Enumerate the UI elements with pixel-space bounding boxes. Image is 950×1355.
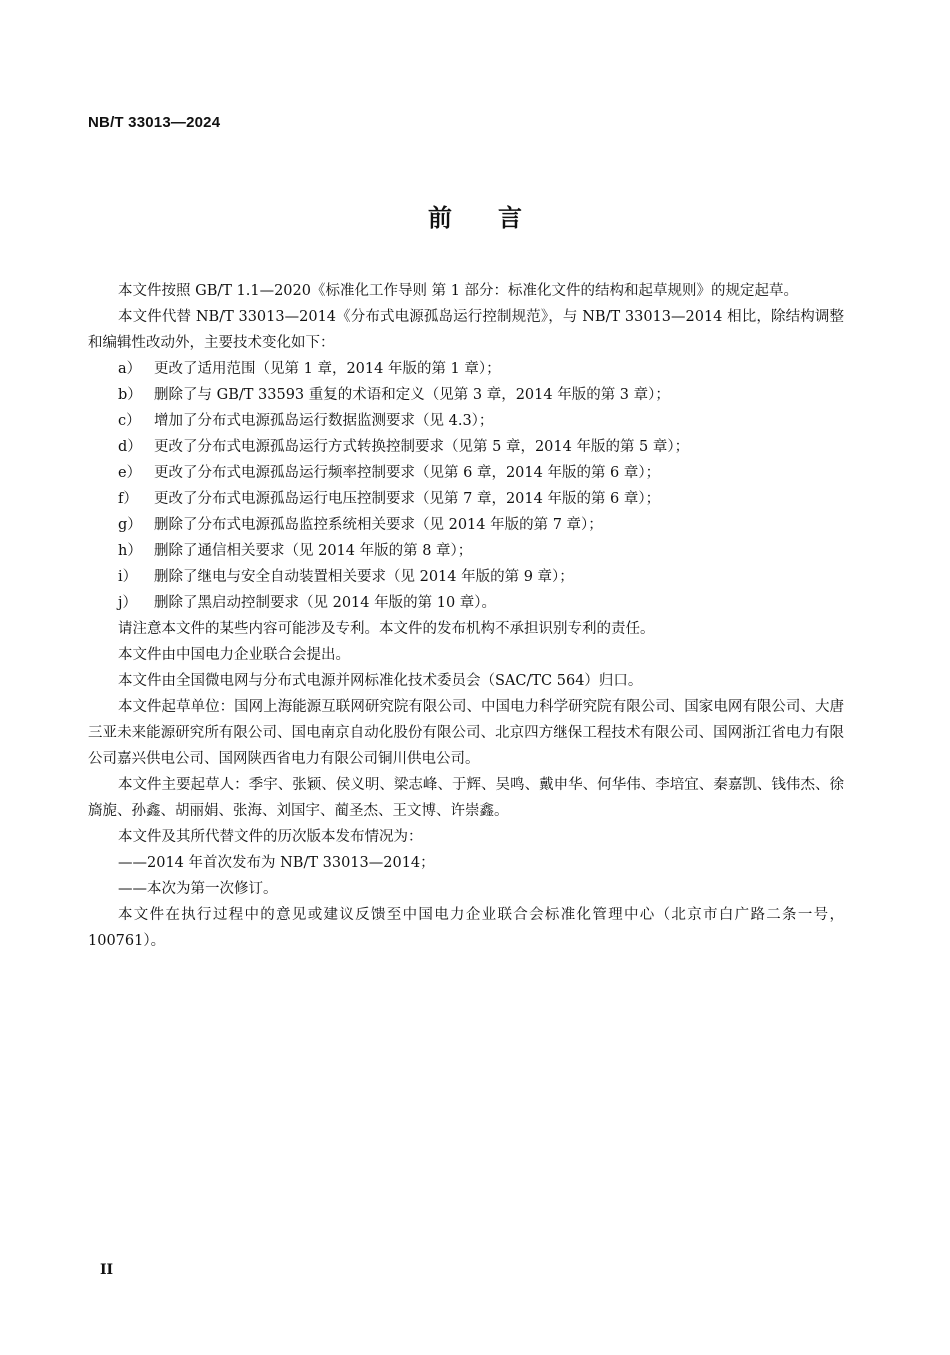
title-char-1: 前	[428, 204, 452, 232]
paragraph-replacement: 本文件代替 NB/T 33013—2014《分布式电源孤岛运行控制规范》，与 NB/T 33013—2014 相比，除结构调整和编辑性改动外，主要技术变化如下：	[88, 309, 844, 351]
list-item-label: j）	[118, 595, 137, 611]
list-item-text: 更改了分布式电源孤岛运行方式转换控制要求（见第 5 章，2014 年版的第 5 章）；	[154, 439, 690, 455]
list-item-text: 更改了分布式电源孤岛运行电压控制要求（见第 7 章，2014 年版的第 6 章）；	[154, 491, 661, 507]
list-item	[88, 408, 844, 434]
list-item-text: 增加了分布式电源孤岛运行数据监测要求（见 4.3）；	[154, 413, 494, 429]
list-item	[88, 460, 844, 486]
list-item-label: e）	[118, 465, 142, 481]
title-char-2: 言	[498, 204, 522, 232]
standard-code: NB/T 33013—2024	[88, 114, 221, 131]
paragraph-basis: 本文件按照 GB/T 1.1—2020《标准化工作导则 第 1 部分：标准化文件的结构和起草规则》的规定起草。	[118, 283, 799, 299]
list-item	[88, 512, 844, 538]
history-item: ——本次为第一次修订。	[118, 881, 278, 897]
list-item-label: d）	[118, 439, 142, 455]
list-item-text: 删除了与 GB/T 33593 重复的术语和定义（见第 3 章，2014 年版的第 3 章）；	[154, 387, 670, 403]
list-item	[88, 486, 844, 512]
paragraph-drafters: 本文件主要起草人：季宇、张颖、侯义明、梁志峰、于辉、吴鸣、戴申华、何华伟、李培宜、秦嘉凯、钱伟杰、徐旖旎、孙鑫、胡丽娟、张海、刘国宇、蔺圣杰、王文博、许崇鑫。	[88, 777, 844, 819]
paragraph-history-intro: 本文件及其所代替文件的历次版本发布情况为：	[118, 829, 423, 845]
list-item-label: f）	[118, 491, 138, 507]
list-item-text: 更改了分布式电源孤岛运行频率控制要求（见第 6 章，2014 年版的第 6 章）；	[154, 465, 661, 481]
paragraph-proposed: 本文件由中国电力企业联合会提出。	[118, 647, 350, 663]
list-item-label: c）	[118, 413, 141, 429]
list-item-label: b）	[118, 387, 142, 403]
paragraph-managed: 本文件由全国微电网与分布式电源并网标准化技术委员会（SAC/TC 564）归口。	[118, 673, 643, 689]
list-item	[88, 356, 844, 382]
list-item-text: 删除了继电与安全自动装置相关要求（见 2014 年版的第 9 章）；	[154, 569, 574, 585]
page-number: II	[100, 1262, 114, 1278]
list-item-label: a）	[118, 361, 142, 377]
list-item-text: 删除了通信相关要求（见 2014 年版的第 8 章）；	[154, 543, 473, 559]
changes-list	[88, 356, 844, 616]
list-item-text: 删除了分布式电源孤岛监控系统相关要求（见 2014 年版的第 7 章）；	[154, 517, 603, 533]
list-item	[88, 382, 844, 408]
list-item	[88, 538, 844, 564]
paragraph-feedback: 本文件在执行过程中的意见或建议反馈至中国电力企业联合会标准化管理中心（北京市白广路二条一号，100761）。	[88, 907, 844, 949]
history-item: ——2014 年首次发布为 NB/T 33013—2014；	[118, 855, 435, 871]
foreword-body	[88, 278, 844, 954]
paragraph-drafting-units: 本文件起草单位：国网上海能源互联网研究院有限公司、中国电力科学研究院有限公司、国家电网有限公司、大唐三亚未来能源研究所有限公司、国电南京自动化股份有限公司、北京四方继保工程技术有限公司、国网浙江省电力有限公司嘉兴供电公司、国网陕西省电力有限公司铜川供电公司。	[88, 699, 844, 767]
list-item-text: 更改了适用范围（见第 1 章，2014 年版的第 1 章）；	[154, 361, 501, 377]
list-item-label: i）	[118, 569, 138, 585]
list-item	[88, 564, 844, 590]
paragraph-patent: 请注意本文件的某些内容可能涉及专利。本文件的发布机构不承担识别专利的责任。	[118, 621, 655, 637]
list-item-label: g）	[118, 517, 142, 533]
list-item-text: 删除了黑启动控制要求（见 2014 年版的第 10 章）。	[154, 595, 497, 611]
page-title	[0, 198, 950, 233]
list-item-label: h）	[118, 543, 142, 559]
list-item	[88, 590, 844, 616]
list-item	[88, 434, 844, 460]
